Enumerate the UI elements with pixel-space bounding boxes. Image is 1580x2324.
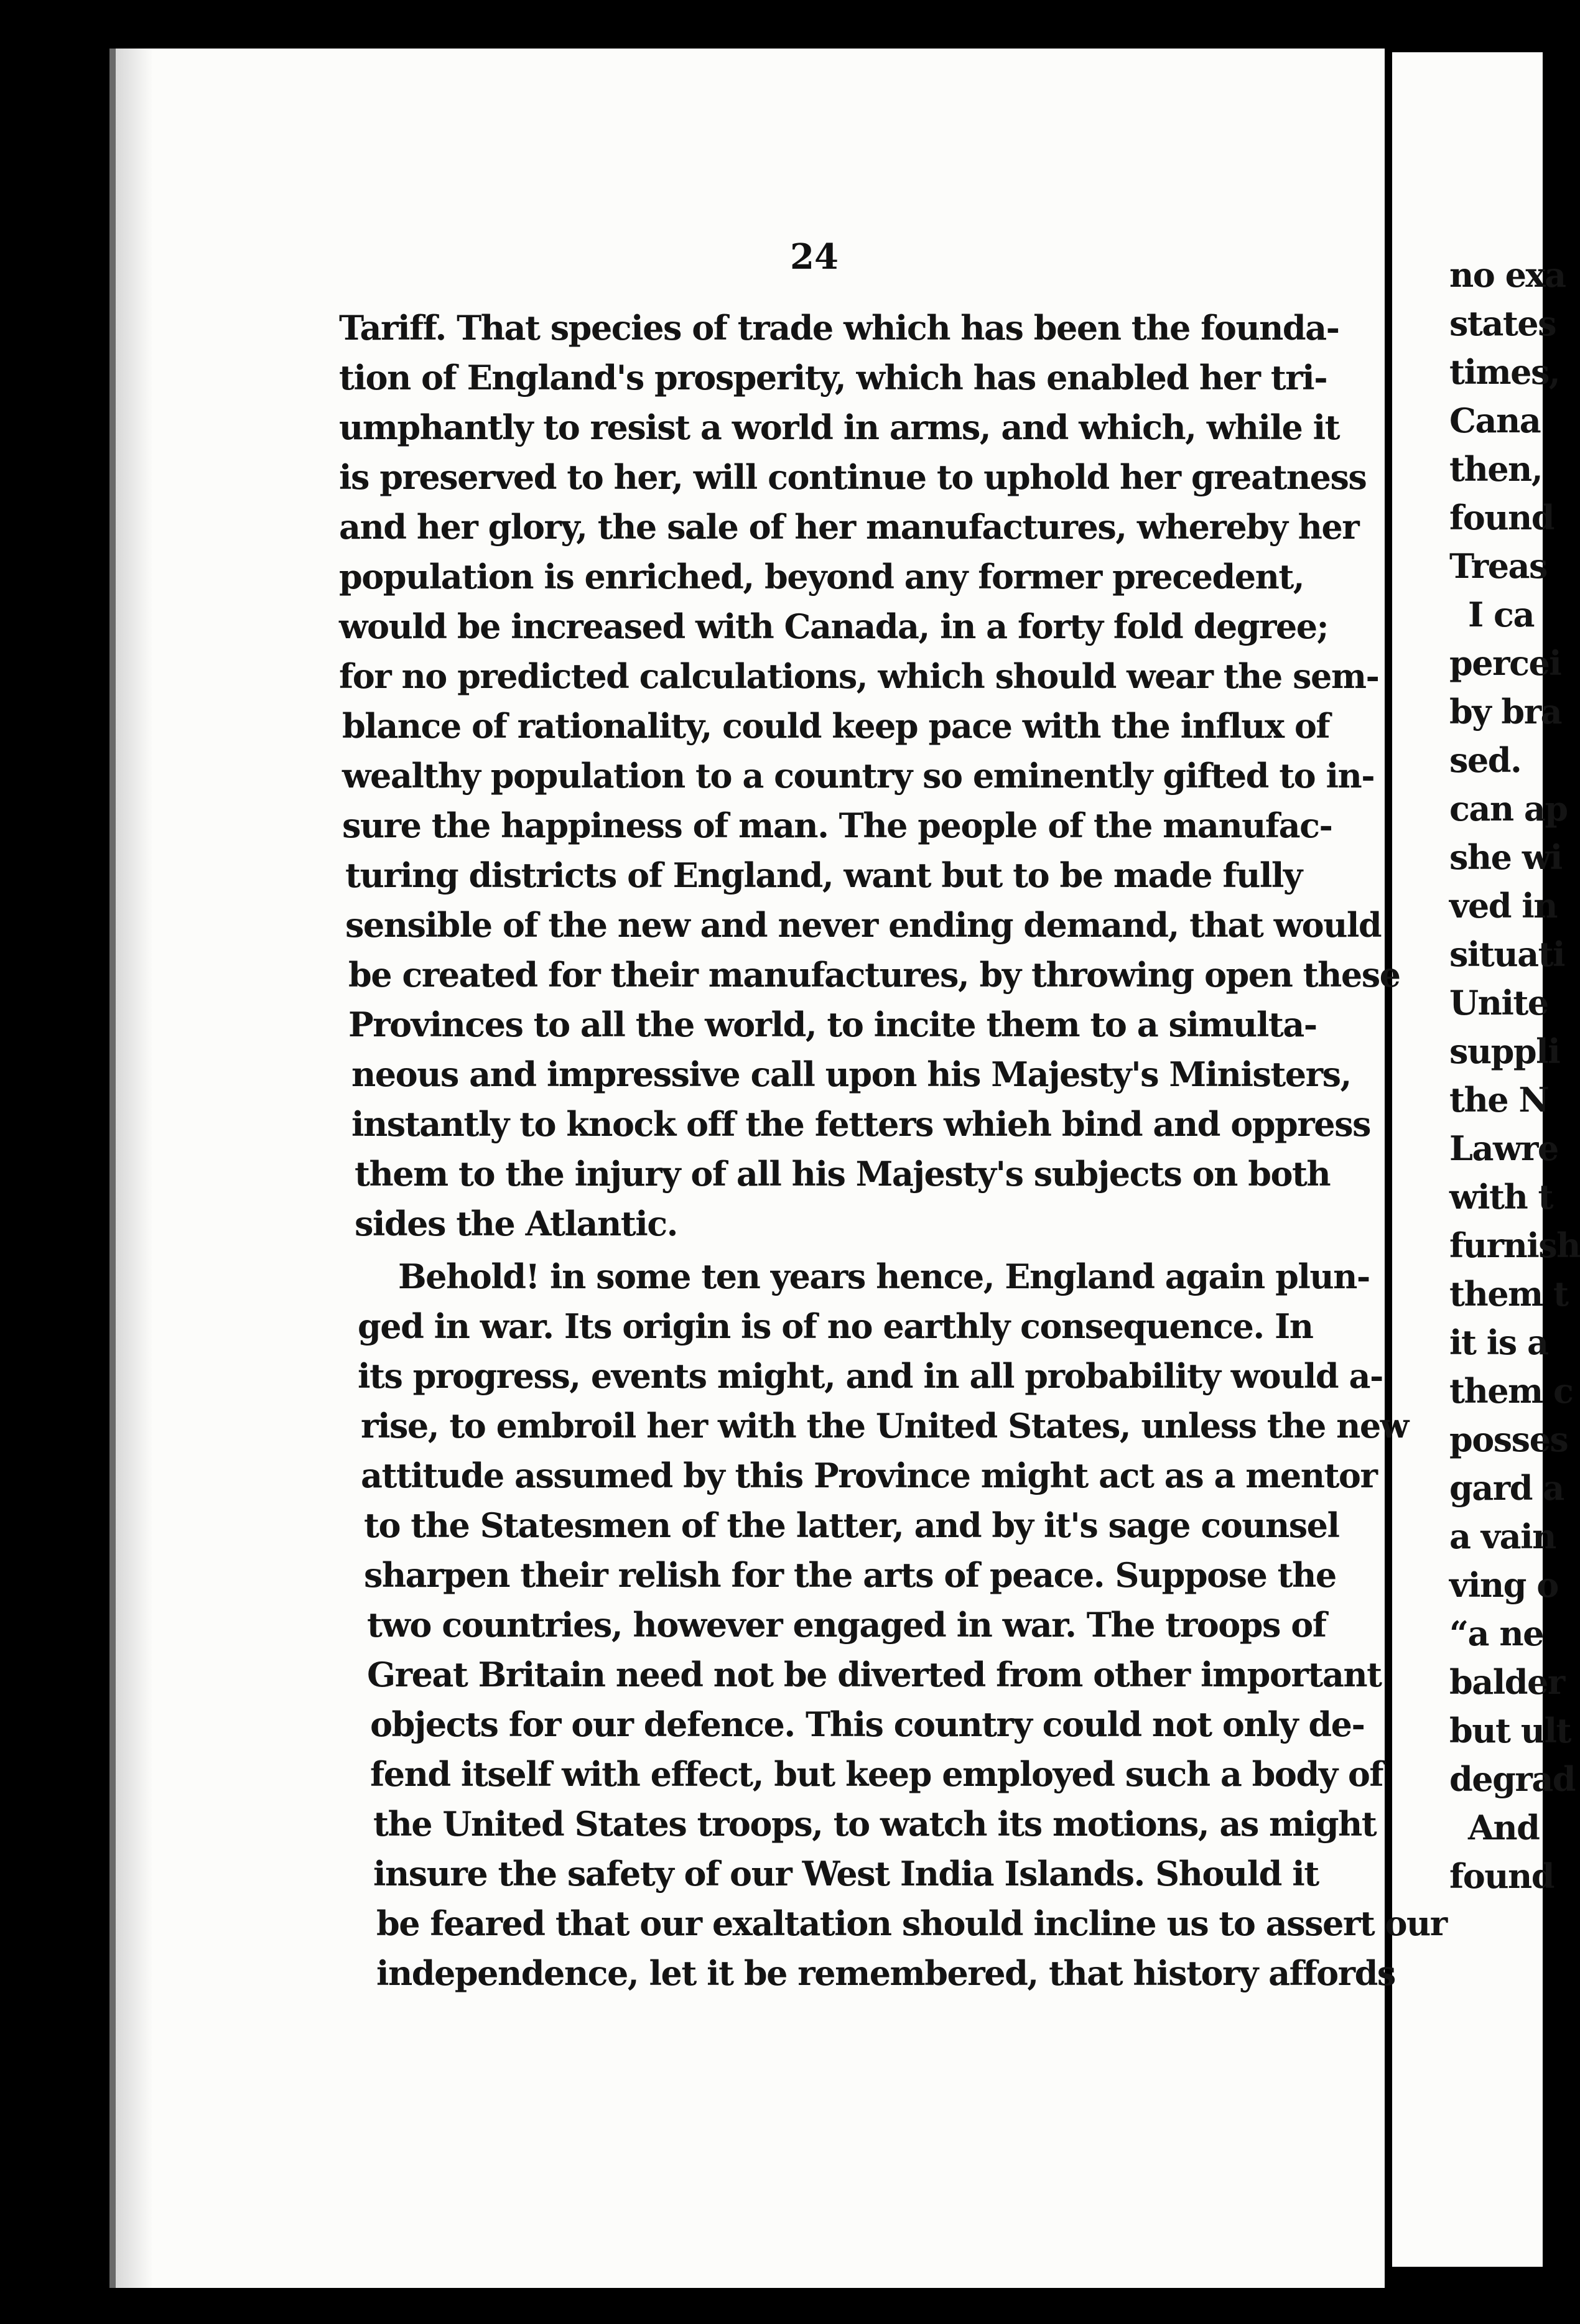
right-page-line: balder — [1449, 1662, 1564, 1702]
body-line: Behold! in some ten years hence, England again plun- — [398, 1257, 1370, 1296]
body-line: sides the Atlantic. — [355, 1204, 677, 1243]
body-line: population is enriched, beyond any former precedent, — [339, 557, 1304, 597]
body-line: umphantly to resist a world in arms, and which, while it — [339, 407, 1340, 447]
body-line: turing districts of England, want but to be made fully — [345, 855, 1302, 895]
right-page-line: Lawre — [1449, 1128, 1558, 1168]
right-page-line: them c — [1449, 1371, 1573, 1411]
right-page-line: ved in — [1449, 886, 1558, 926]
body-line: rise, to embroil her with the United States, unless the new — [361, 1406, 1408, 1446]
right-page-line: Cana — [1449, 401, 1541, 440]
body-line: fend itself with effect, but keep employed such a body of — [370, 1754, 1383, 1794]
right-page-line: states — [1449, 304, 1556, 343]
body-line: sharpen their relish for the arts of peace. Suppose the — [364, 1555, 1336, 1595]
right-page-line: “a ne — [1449, 1614, 1543, 1653]
body-line: its progress, events might, and in all probability would a- — [358, 1356, 1383, 1396]
body-line: neous and impressive call upon his Majesty's Ministers, — [351, 1054, 1351, 1094]
right-page-line: Treas — [1449, 546, 1547, 586]
body-line: to the Statesmen of the latter, and by it's sage counsel — [364, 1505, 1339, 1545]
body-line: be created for their manufactures, by throwing open these — [348, 955, 1400, 995]
right-page-line: degrad — [1449, 1759, 1576, 1799]
body-line: insure the safety of our West India Islands. Should it — [373, 1854, 1319, 1894]
body-line: objects for our defence. This country could not only de- — [370, 1704, 1365, 1744]
body-line: the United States troops, to watch its motions, as might — [373, 1804, 1377, 1844]
right-page-line: no exa — [1449, 255, 1566, 295]
right-page-line: can ap — [1449, 789, 1568, 829]
right-page-line: gard a — [1449, 1468, 1564, 1508]
body-line: instantly to knock off the fetters whieh bind and oppress — [351, 1104, 1370, 1144]
page-number: 24 — [790, 236, 839, 277]
right-page-line: by bra — [1449, 692, 1562, 732]
body-line: blance of rationality, could keep pace with the influx of — [342, 706, 1330, 746]
body-line: independence, let it be remembered, that history affords — [376, 1953, 1395, 1993]
right-page-line: a vain — [1449, 1517, 1556, 1556]
right-page-line: found — [1449, 1856, 1554, 1896]
right-page-line: she wi — [1449, 837, 1562, 877]
body-line: is preserved to her, will continue to uphold her greatness — [339, 457, 1367, 497]
right-page-line: with t — [1449, 1177, 1553, 1217]
body-line: Great Britain need not be diverted from other important — [367, 1655, 1382, 1694]
right-page-line: found — [1449, 498, 1554, 537]
body-line: for no predicted calculations, which should wear the sem- — [339, 656, 1379, 696]
body-line: and her glory, the sale of her manufactures, whereby her — [339, 507, 1359, 547]
right-page-line: them t — [1449, 1274, 1568, 1314]
right-page-line: situati — [1449, 934, 1565, 974]
body-line: tion of England's prosperity, which has enabled her tri- — [339, 358, 1327, 397]
body-line: Tariff. That species of trade which has been the founda- — [339, 308, 1339, 348]
right-page-line: I ca — [1468, 595, 1534, 634]
body-line: Provinces to all the world, to incite them to a simulta- — [348, 1005, 1317, 1044]
right-page-line: it is a — [1449, 1322, 1548, 1362]
right-page-line: Unite — [1449, 983, 1548, 1023]
right-page-line: sed. — [1449, 740, 1522, 780]
right-page-line: furnish — [1449, 1225, 1580, 1265]
right-page-line: times, — [1449, 352, 1560, 392]
body-line: two countries, however engaged in war. The troops of — [367, 1605, 1326, 1645]
right-page-line: the N — [1449, 1080, 1549, 1120]
body-line: sure the happiness of man. The people of the manufac- — [342, 806, 1332, 845]
right-page-line: but ult — [1449, 1711, 1571, 1750]
body-line: wealthy population to a country so eminently gifted to in- — [342, 756, 1375, 796]
right-page-line: suppli — [1449, 1031, 1560, 1071]
right-page-line: ving o — [1449, 1565, 1558, 1605]
body-line: be feared that our exaltation should incline us to assert our — [376, 1903, 1447, 1943]
body-line: would be increased with Canada, in a forty fold degree; — [339, 607, 1329, 646]
right-page-line: posses — [1449, 1420, 1568, 1459]
body-line: attitude assumed by this Province might act as a mentor — [361, 1456, 1377, 1495]
body-line: sensible of the new and never ending demand, that would — [345, 905, 1382, 945]
right-page-line: then, — [1449, 449, 1543, 489]
body-line: ged in war. Its origin is of no earthly consequence. In — [358, 1306, 1313, 1346]
right-page-line: And — [1468, 1808, 1540, 1848]
body-line: them to the injury of all his Majesty's subjects on both — [355, 1154, 1331, 1194]
right-page-line: percei — [1449, 643, 1561, 683]
